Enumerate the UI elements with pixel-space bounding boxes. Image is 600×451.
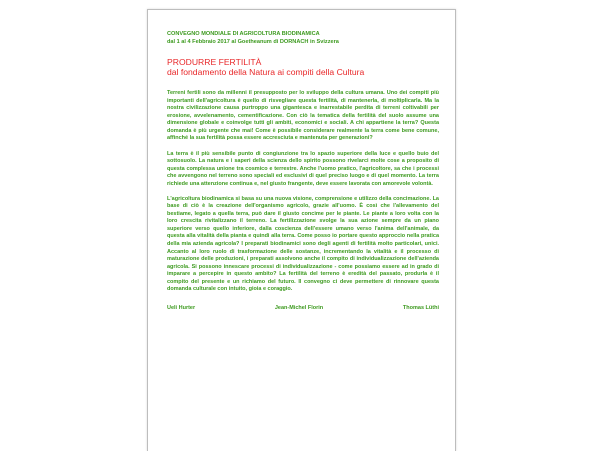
document-page (147, 9, 456, 451)
header-line-1: CONVEGNO MONDIALE DI AGRICOLTURA BIODINAMICA (167, 31, 320, 37)
signatures (167, 305, 439, 312)
signature-ueli-hurter: Ueli Hurter (167, 304, 196, 311)
title-block (167, 57, 439, 77)
conference-header (167, 31, 439, 46)
paragraph-2: La terra è il più sensibile punto di congiunzione tra lo spazio superiore della luce e quello buio del sottosuolo. La natura e i saperi della scienza dello spirito possono rivelarci molte cose a proposito di questa complessa unione tra cosmico e terrestre. Anche l'uomo pratico, l'agricoltore, sa che i processi che avvengono nel terreno sono speciali ed esclusivi di quel preciso luogo e di quel momento. La terra richiede una attenzione continua e, nel giusto frangente, deve essere lavorata con amorevole volontà. (167, 150, 439, 187)
signature-jean-michel-florin: Jean-Michel Florin (274, 304, 324, 311)
header-line-2: dal 1 al 4 Febbraio 2017 al Goetheanum di DORNACH in Svizzera (167, 38, 339, 45)
signature-thomas-luthi: Thomas Lüthi (402, 304, 439, 311)
document-body (167, 90, 439, 294)
document-content (167, 31, 439, 312)
document-subtitle: dal fondamento della Natura ai compiti della Cultura (167, 67, 365, 78)
paragraph-1: Terreni fertili sono da millenni il presupposto per lo sviluppo della cultura umana. Uno dei compiti più importanti dell'agricoltura è quello di risvegliare questa fertilità, di mantenerla, di moltiplicarla. Ma la nostra civilizzazione causa purtroppo una gigantesca e inarrestabile perdita di terreni coltivabili per erosione, avvelenamento, cementificazione. Con ciò la tematica della fertilità del suolo assume una dimensione globale e coinvolge tutti gli ambiti, economici e sociali. A chi appartiene la terra? Questa domanda è più urgente che mai! Come è possibile considerare realmente la terra come bene comune, affinché la sua fertilità possa essere accresciuta e mantenuta per generazioni? (167, 90, 439, 142)
document-title: PRODURRE FERTILITÀ (167, 57, 262, 68)
paragraph-3: L'agricoltura biodinamica si basa su una nuova visione, comprensione e utilizzo della concimazione. La base di ciò è la creazione dell'organismo agricolo, grazie all'uomo. È così che l'allevamento del bestiame, legato a quella terra, può dare il giusto concime per le piante. Le piante a loro volta con la loro crescita rivitalizzano il terreno. La fertilizzazione svolge la sua azione sempre da un piano superiore verso quello inferiore, dalla coscienza dell'essere umano verso l'anima dell'animale, da questa alla vitalità della pianta e quindi alla terra. Come posso io portare questo approccio nella pratica della mia azienda agricola? I preparati biodinamici sono degli agenti di fertilità molto particolari, unici. Accanto al loro ruolo di trasformazione delle sostanze, incrementando la vitalità e il processo di maturazione delle produzioni, i preparati assolvono anche il compito di individualizzazione dell'azienda agricola. Si possono innescare processi di individualizzazione - come possiamo essere ad in grado di imparare a percepire in questo ambito? La fertilità del terreno è eredità del passato, produrla è il compito del presente e un richiamo del futuro. Il convegno ci deve permettere di rinnovare questa domanda culturale con intuito, gioia e coraggio. (167, 195, 439, 293)
